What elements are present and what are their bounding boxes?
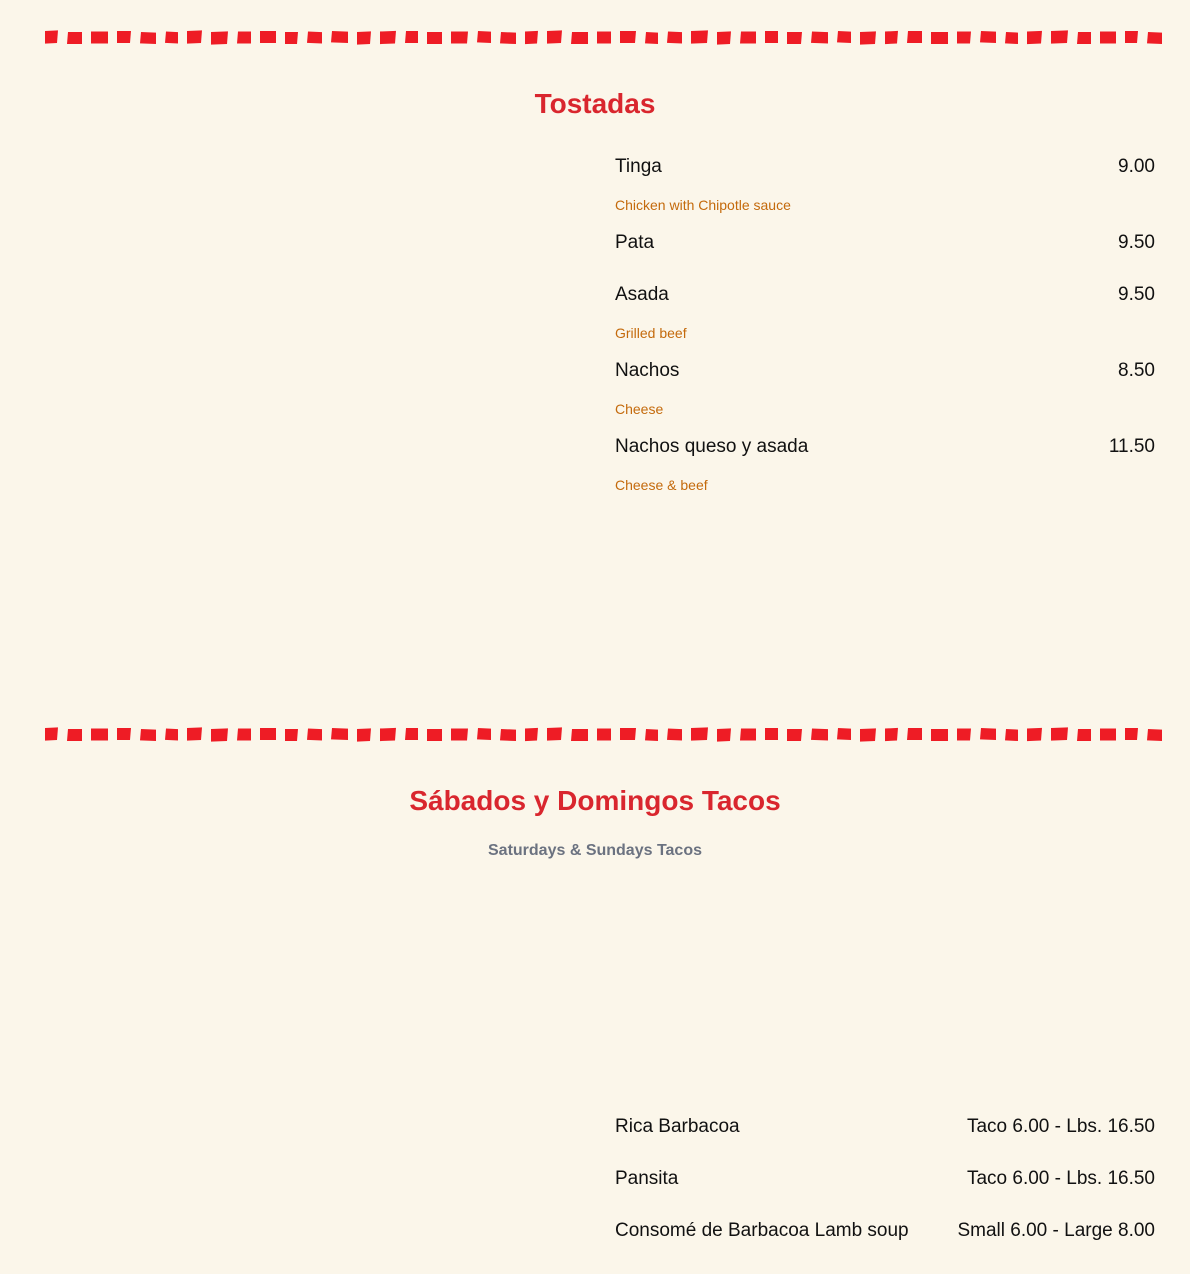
stripe-dash bbox=[957, 32, 971, 44]
stripe-dash bbox=[931, 729, 948, 741]
stripe-dash bbox=[957, 729, 971, 741]
stripe-dash bbox=[140, 32, 156, 44]
item-name: Consomé de Barbacoa Lamb soup bbox=[615, 1220, 909, 1241]
stripe-dash bbox=[980, 728, 996, 740]
stripe-dash bbox=[525, 728, 538, 741]
stripe-dash bbox=[67, 729, 82, 741]
stripe-dash bbox=[1147, 32, 1162, 44]
item-name: Tinga bbox=[615, 156, 662, 177]
stripe-dash bbox=[285, 32, 298, 44]
item-description: Chicken with Chipotle sauce bbox=[615, 197, 791, 213]
stripe-dash bbox=[380, 31, 396, 44]
stripe-dash bbox=[1051, 727, 1068, 740]
stripe-dash bbox=[740, 32, 756, 44]
stripe-dash bbox=[525, 31, 538, 44]
stripe-dash bbox=[91, 32, 108, 44]
stripe-dash bbox=[907, 728, 922, 740]
stripe-dash bbox=[811, 729, 828, 741]
stripe-dash bbox=[980, 31, 996, 43]
stripe-dash bbox=[405, 31, 418, 43]
item-name: Asada bbox=[615, 284, 669, 305]
stripe-dash bbox=[667, 729, 682, 741]
stripe-dash bbox=[931, 32, 948, 44]
stripe-divider-middle bbox=[45, 726, 1165, 742]
item-name: Nachos bbox=[615, 360, 680, 381]
stripe-dash bbox=[547, 30, 562, 43]
item-description: Cheese bbox=[615, 401, 664, 417]
section-title-weekend: Sábados y Domingos Tacos bbox=[409, 785, 781, 816]
stripe-dash bbox=[1027, 31, 1042, 44]
stripe-dash bbox=[597, 729, 611, 741]
item-price: 11.50 bbox=[1108, 436, 1155, 457]
stripe-dash bbox=[885, 728, 898, 741]
stripe-dash bbox=[331, 728, 348, 740]
stripe-dash bbox=[477, 728, 491, 740]
stripe-dash bbox=[1027, 728, 1042, 741]
section-subtitle-weekend: Saturdays & Sundays Tacos bbox=[488, 842, 702, 859]
stripe-dash bbox=[1125, 31, 1138, 43]
stripe-dash bbox=[500, 32, 516, 44]
stripe-dash bbox=[405, 728, 418, 740]
stripe-dash bbox=[1100, 729, 1116, 741]
stripe-dash bbox=[907, 31, 922, 43]
stripe-dash bbox=[260, 31, 276, 43]
stripe-dash bbox=[331, 31, 348, 43]
stripe-dash bbox=[1005, 729, 1018, 741]
stripe-dash bbox=[165, 32, 178, 44]
item-price: 9.50 bbox=[1118, 232, 1155, 253]
stripe-dash bbox=[620, 728, 636, 740]
stripe-dash bbox=[860, 728, 876, 741]
stripe-dash bbox=[260, 728, 276, 740]
stripe-dash bbox=[787, 729, 802, 741]
stripe-dash bbox=[285, 729, 298, 741]
stripe-dash bbox=[500, 729, 516, 741]
stripe-dash bbox=[571, 32, 588, 44]
stripe-dash bbox=[1077, 729, 1091, 741]
stripe-dash bbox=[765, 31, 778, 43]
stripe-dash bbox=[645, 729, 658, 741]
stripe-dash bbox=[645, 32, 658, 44]
stripe-dash bbox=[1125, 728, 1138, 740]
stripe-dash bbox=[427, 32, 442, 44]
item-price: 8.50 bbox=[1118, 360, 1155, 381]
stripe-dash bbox=[860, 31, 876, 44]
stripe-dash bbox=[691, 30, 708, 43]
stripe-pattern bbox=[45, 726, 1165, 742]
stripe-dash bbox=[307, 32, 322, 44]
stripe-dash bbox=[380, 728, 396, 741]
stripe-dash bbox=[187, 727, 202, 740]
item-name: Nachos queso y asada bbox=[615, 436, 809, 457]
section-title-tostadas: Tostadas bbox=[534, 88, 656, 119]
stripe-dash bbox=[717, 728, 731, 741]
stripe-pattern bbox=[45, 29, 1165, 45]
item-price: 9.00 bbox=[1118, 156, 1155, 177]
stripe-dash bbox=[211, 728, 228, 741]
stripe-dash bbox=[667, 32, 682, 44]
stripe-dash bbox=[547, 727, 562, 740]
menu-item-nachos-queso-asada bbox=[615, 436, 1155, 458]
stripe-dash bbox=[451, 729, 468, 741]
stripe-dash bbox=[211, 31, 228, 44]
stripe-dash bbox=[67, 32, 82, 44]
stripe-dash bbox=[1077, 32, 1091, 44]
item-price: 9.50 bbox=[1118, 284, 1155, 305]
stripe-dash bbox=[597, 32, 611, 44]
menu-item-rica-barbacoa bbox=[615, 1116, 1155, 1138]
stripe-dash bbox=[45, 727, 58, 740]
stripe-dash bbox=[117, 728, 131, 740]
stripe-dash bbox=[1147, 729, 1162, 741]
stripe-dash bbox=[427, 729, 442, 741]
stripe-dash bbox=[765, 728, 778, 740]
stripe-dash bbox=[357, 31, 371, 44]
stripe-dash bbox=[885, 31, 898, 44]
menu-item-pansita bbox=[615, 1168, 1155, 1190]
stripe-dash bbox=[140, 729, 156, 741]
stripe-dash bbox=[307, 729, 322, 741]
stripe-dash bbox=[837, 728, 851, 740]
stripe-dash bbox=[620, 31, 636, 43]
stripe-dash bbox=[571, 729, 588, 741]
stripe-dash bbox=[117, 31, 131, 43]
item-price: Taco 6.00 - Lbs. 16.50 bbox=[966, 1168, 1155, 1189]
item-description: Grilled beef bbox=[615, 325, 687, 341]
item-price: Taco 6.00 - Lbs. 16.50 bbox=[966, 1116, 1155, 1137]
item-description: Cheese & beef bbox=[615, 477, 708, 493]
stripe-dash bbox=[837, 31, 851, 43]
item-name: Pansita bbox=[615, 1168, 679, 1189]
menu-item-pata bbox=[615, 232, 1155, 254]
stripe-dash bbox=[811, 32, 828, 44]
stripe-dash bbox=[91, 729, 108, 741]
menu-item-consome bbox=[615, 1220, 1155, 1242]
stripe-dash bbox=[1100, 32, 1116, 44]
stripe-dash bbox=[1051, 30, 1068, 43]
stripe-dash bbox=[165, 729, 178, 741]
stripe-dash bbox=[717, 31, 731, 44]
item-name: Rica Barbacoa bbox=[615, 1116, 740, 1137]
stripe-dash bbox=[787, 32, 802, 44]
menu-item-nachos bbox=[615, 360, 1155, 382]
menu-item-tinga bbox=[615, 156, 1155, 178]
stripe-dash bbox=[691, 727, 708, 740]
stripe-dash bbox=[237, 32, 251, 44]
stripe-dash bbox=[357, 728, 371, 741]
stripe-dash bbox=[451, 32, 468, 44]
stripe-dash bbox=[187, 30, 202, 43]
stripe-dash bbox=[45, 30, 58, 43]
stripe-divider-top bbox=[45, 29, 1165, 45]
stripe-dash bbox=[237, 729, 251, 741]
stripe-dash bbox=[1005, 32, 1018, 44]
item-name: Pata bbox=[615, 232, 655, 253]
item-price: Small 6.00 - Large 8.00 bbox=[957, 1220, 1155, 1241]
stripe-dash bbox=[477, 31, 491, 43]
menu-item-asada bbox=[615, 284, 1155, 306]
stripe-dash bbox=[740, 729, 756, 741]
